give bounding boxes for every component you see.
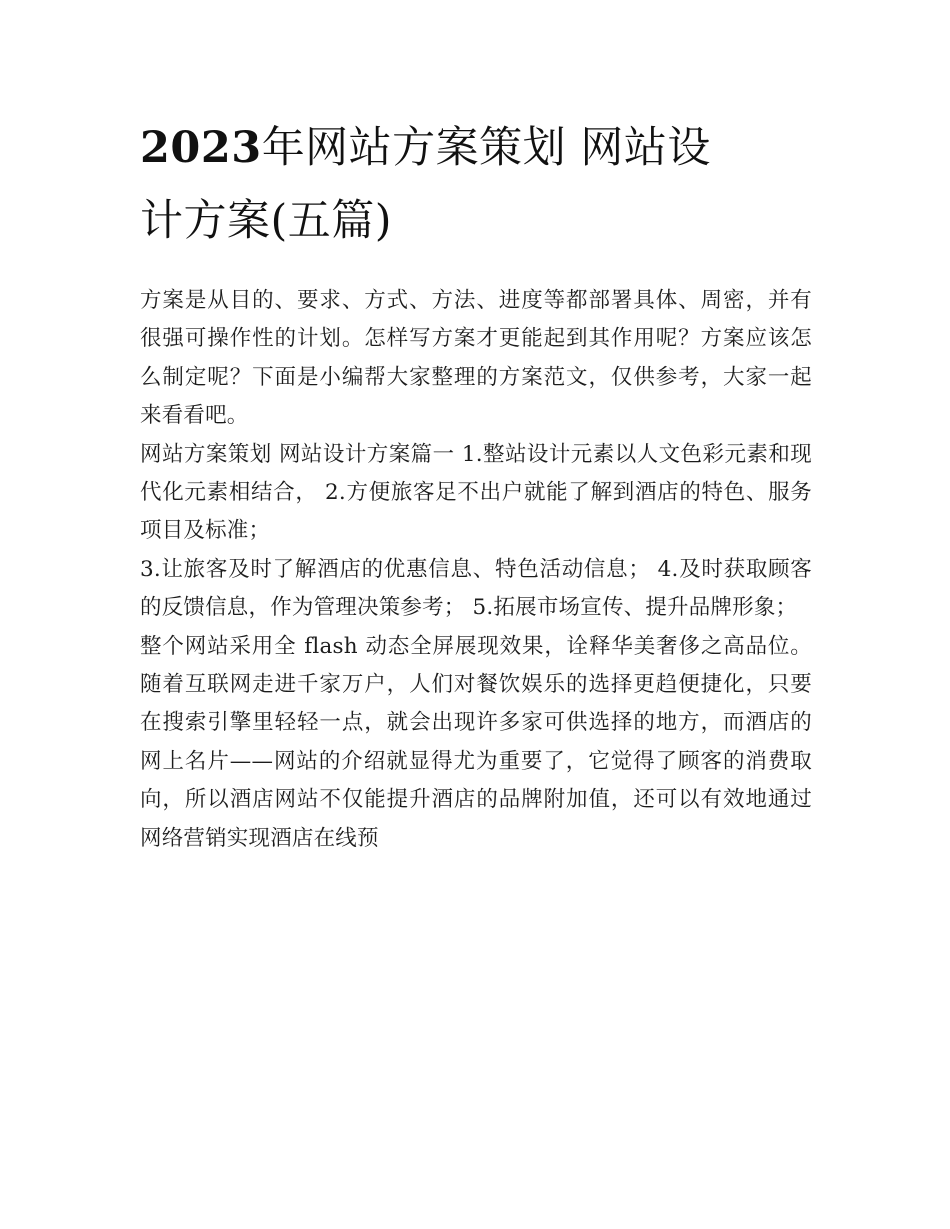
title-year: 2023: [140, 123, 262, 173]
paragraph-flash: 整个网站采用全 flash 动态全屏展现效果，诠释华美奢侈之高品位。随着互联网走进千家万户，人们对餐饮娱乐的选择更趋便捷化，只要在搜索引擎里轻轻一点，就会出现许多家可供选择的地方，而酒店的网上名片——网站的介绍就显得尤为重要了，它觉得了顾客的消费取向，所以酒店网站不仅能提升酒店的品牌附加值，还可以有效地通过网络营销实现酒店在线预: [140, 633, 812, 851]
document-body: [140, 282, 812, 858]
title-line-2: 计方案(五篇): [140, 196, 393, 246]
paragraph-goals: 3.让旅客及时了解酒店的优惠信息、特色活动信息； 4.及时获取顾客的反馈信息，作为管理决策参考； 5.拓展市场宣传、提升品牌形象；: [140, 556, 812, 621]
paragraph-section-one: 网站方案策划 网站设计方案篇一 1.整站设计元素以人文色彩元素和现代化元素相结合， 2.方便旅客足不出户就能了解到酒店的特色、服务项目及标准；: [140, 441, 812, 544]
title-line-1: [140, 123, 711, 173]
paragraph-intro: 方案是从目的、要求、方式、方法、进度等都部署具体、周密，并有很强可操作性的计划。怎样写方案才更能起到其作用呢？方案应该怎么制定呢？下面是小编帮大家整理的方案范文，仅供参考，大家一起来看看吧。: [140, 288, 812, 429]
title-line-1-text: 年网站方案策划 网站设: [261, 123, 711, 173]
document-content: [140, 112, 812, 858]
document-title: [140, 112, 812, 258]
